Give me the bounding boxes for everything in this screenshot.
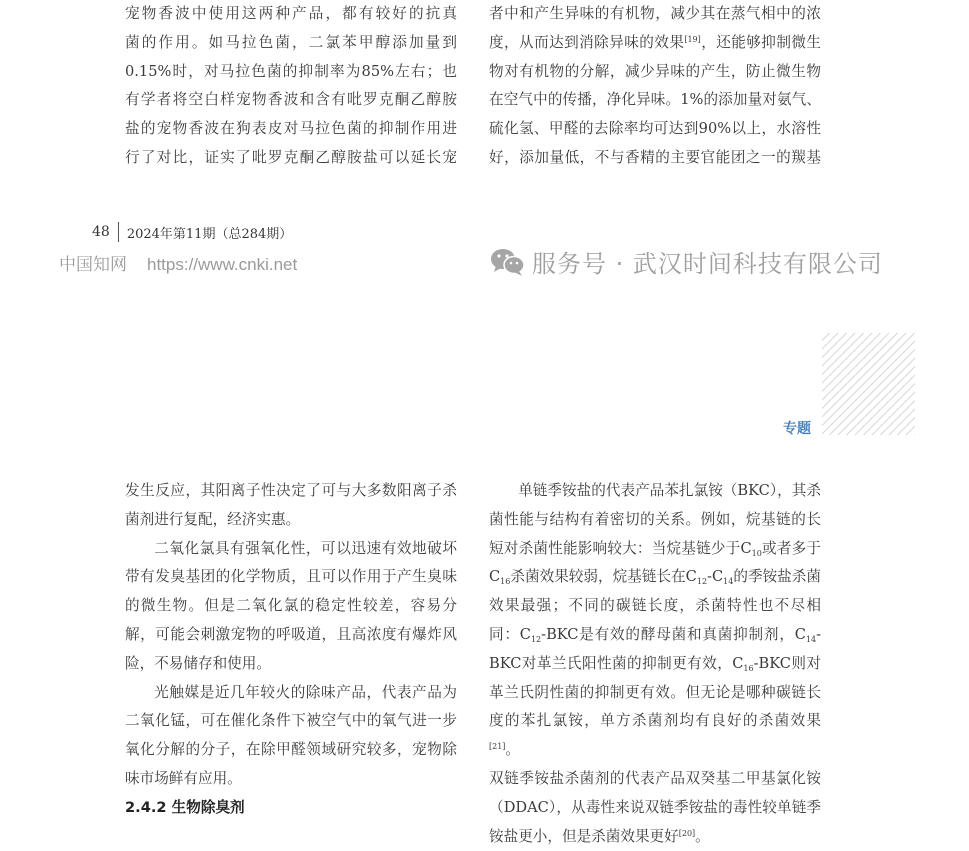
page-footer (92, 222, 292, 242)
topic-label: 专题 (781, 418, 813, 438)
section-number: 2.4.2 (125, 798, 167, 816)
text-line: 硫化氢、甲醛的去除率均可达到90%以上，水溶性 (489, 120, 821, 138)
paragraph (489, 477, 821, 765)
text-span: -C (707, 568, 724, 586)
text-line: 有学者将空白样宠物香波和含有吡罗克酮乙醇胺 (125, 91, 457, 109)
service-watermark (490, 244, 883, 279)
text-span: 双链季铵盐杀菌剂的代表产品双癸基二甲基氯化铵（DDAC），从毒性来说双链季铵盐的毒性较单链季铵盐更小，但是杀菌效果更好 (489, 769, 821, 845)
text-line: 物对有机物的分解，减少异味的产生，防止微生物 (489, 62, 821, 80)
text-span: -BKC则对革兰氏阴性菌的抑制更有效。但无论是哪种碳链长度的苯扎氯铵，单方杀菌剂均有良好的杀菌效果 (489, 654, 821, 730)
section-title: 生物除臭剂 (171, 798, 245, 816)
text-line: 在空气中的传播，净化异味。1%的添加量对氨气、 (489, 91, 821, 109)
top-left-column (125, 0, 457, 173)
text-line: 盐的宠物香波在狗表皮对马拉色菌的抑制作用进 (125, 120, 457, 138)
text-span: 。 (695, 827, 710, 845)
cnki-name: 中国知网 (59, 255, 127, 274)
citation-ref: [21] (489, 742, 506, 752)
text-span: 的季铵盐杀菌效果最强；不同的碳链长度，杀菌特性也不尽相同：C (489, 568, 821, 643)
top-right-column (489, 0, 821, 173)
subscript: 16 (743, 663, 754, 673)
text-span: -BKC对革兰氏阳性菌的抑制更有效，C (489, 625, 822, 672)
citation-ref: [20] (678, 828, 696, 838)
subscript: 16 (500, 577, 511, 587)
page-number: 48 (92, 224, 110, 240)
footer-divider (118, 222, 119, 242)
text-line (489, 29, 821, 58)
paragraph: 二氧化氯具有强氧化性，可以迅速有效地破坏带有发臭基团的化学物质，且可以作用于产生臭味的微生物。但是二氧化氯的稳定性较差，容易分解，可能会刺激宠物的呼吸道，且高浓度有爆炸风险，不易储存和使用。 (125, 539, 457, 672)
subscript: 14 (723, 577, 734, 587)
bottom-left-column (125, 477, 457, 823)
text-span: 。 (505, 741, 521, 759)
citation-ref: [19] (684, 34, 701, 44)
paragraph: 光触媒是近几年较火的除味产品，代表产品为二氧化锰，可在催化条件下被空气中的氧气进一步氧化分解的分子，在除甲醛领域研究较多，宠物除味市场鲜有应用。 (125, 683, 457, 787)
text-span: 或者多于C (489, 539, 821, 586)
text-span: ，还能够抑制微生 (700, 33, 821, 51)
cnki-url: https://www.cnki.net (147, 255, 298, 274)
watermark-text: 服务号 · 武汉时间科技有限公司 (532, 250, 883, 278)
subscript: 12 (696, 577, 708, 587)
subscript: 10 (751, 548, 762, 558)
section-heading (125, 794, 457, 823)
subscript: 14 (805, 634, 817, 644)
paragraph (489, 765, 821, 851)
text-line: 行了对比，证实了吡罗克酮乙醇胺盐可以延长宠 (125, 148, 457, 166)
text-line: 好，添加量低，不与香精的主要官能团之一的羰基 (489, 148, 821, 166)
cnki-watermark (59, 250, 297, 275)
paragraph: 发生反应，其阳离子性决定了可与大多数阳离子杀菌剂进行复配，经济实惠。 (125, 482, 457, 528)
subscript: 12 (530, 634, 542, 644)
text-line: 菌的作用。如马拉色菌，二氯苯甲醇添加量到 (125, 33, 457, 51)
wechat-icon (490, 247, 526, 277)
bottom-right-column (489, 477, 821, 851)
text-span: 单链季铵盐的代表产品苯扎氯铵（BKC），其杀菌性能与结构有着密切的关系。例如，烷基链的长短对杀菌性能影响较大：当烷基链少于C (489, 482, 821, 557)
text-line: 0.15%时，对马拉色菌的抑制率为85%左右；也 (125, 62, 457, 80)
text-span: 度，从而达到消除异味的效果 (489, 33, 685, 51)
text-span: -BKC是有效的酵母菌和真菌抑制剂，C (541, 625, 806, 643)
text-line: 宠物香波中使用这两种产品，都有较好的抗真 (125, 5, 457, 22)
text-line: 者中和产生异味的有机物，减少其在蒸气相中的浓 (489, 5, 821, 22)
issue-info: 2024年第11期（总284期） (126, 226, 293, 242)
text-span: 杀菌效果较弱，烷基链长在C (510, 568, 697, 586)
hatch-decoration (822, 333, 915, 435)
